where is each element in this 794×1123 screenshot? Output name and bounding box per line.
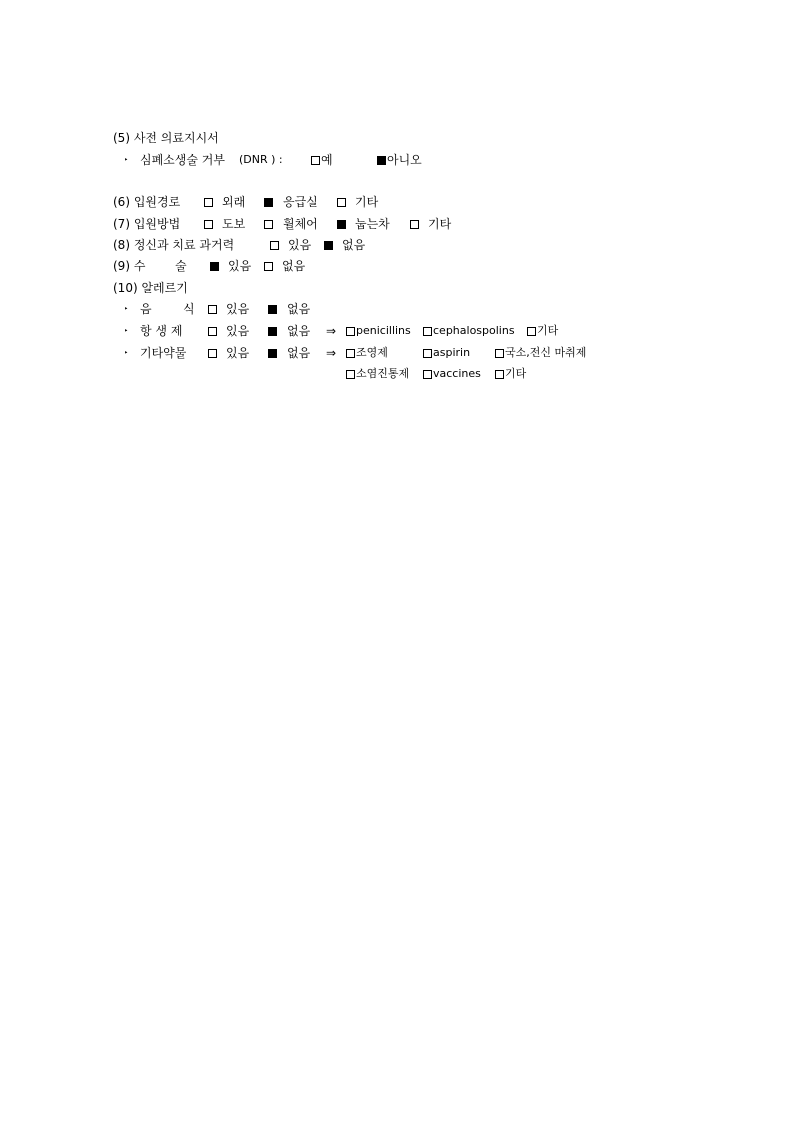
dnr-label: 심폐소생술 거부 <box>140 153 225 167</box>
s7-stretcher-checkbox[interactable] <box>337 220 346 229</box>
penicillins-checkbox[interactable] <box>346 327 355 336</box>
section-9-label-2: 술 <box>175 259 187 273</box>
s6-outpatient-label: 외래 <box>222 195 246 209</box>
dnr-no-label: 아니오 <box>387 153 422 167</box>
food-no-label: 없음 <box>287 302 311 316</box>
antibiotic-other-label: 기타 <box>537 324 559 337</box>
s7-wheelchair-label: 휠체어 <box>283 217 318 231</box>
food-no-checkbox[interactable] <box>268 305 277 314</box>
section-8-label: (8) 정신과 치료 과거력 <box>113 238 235 252</box>
food-yes-checkbox[interactable] <box>208 305 217 314</box>
dnr-suffix: (DNR ) : <box>239 153 283 166</box>
s6-other-label: 기타 <box>355 195 379 209</box>
anesthetic-label: 국소,전신 마취제 <box>505 346 587 359</box>
s7-walk-label: 도보 <box>222 217 246 231</box>
penicillins-label: penicillins <box>356 324 411 337</box>
s7-wheelchair-checkbox[interactable] <box>264 220 273 229</box>
s9-yes-label: 있음 <box>228 259 252 273</box>
cephalospolins-checkbox[interactable] <box>423 327 432 336</box>
vaccines-label: vaccines <box>433 367 481 380</box>
antibiotic-yes-checkbox[interactable] <box>208 327 217 336</box>
s9-yes-checkbox[interactable] <box>210 262 219 271</box>
bullet-icon: ‣ <box>124 349 129 357</box>
antibiotic-no-checkbox[interactable] <box>268 327 277 336</box>
antibiotic-label: 항 생 제 <box>140 324 183 338</box>
s9-no-checkbox[interactable] <box>264 262 273 271</box>
s7-walk-checkbox[interactable] <box>204 220 213 229</box>
s7-stretcher-label: 눕는차 <box>355 217 390 231</box>
s8-yes-checkbox[interactable] <box>270 241 279 250</box>
arrow-icon: ⇒ <box>326 324 337 338</box>
anesthetic-checkbox[interactable] <box>495 349 504 358</box>
other-drug-yes-label: 있음 <box>226 346 250 360</box>
vaccines-checkbox[interactable] <box>423 370 432 379</box>
dnr-yes-checkbox[interactable] <box>311 156 320 165</box>
s7-other-checkbox[interactable] <box>410 220 419 229</box>
food-yes-label: 있음 <box>226 302 250 316</box>
bullet-icon: ‣ <box>124 305 129 313</box>
cephalospolins-label: cephalospolins <box>433 324 515 337</box>
nsaid-checkbox[interactable] <box>346 370 355 379</box>
s6-emergency-label: 응급실 <box>283 195 318 209</box>
dnr-yes-label: 예 <box>321 153 333 167</box>
section-6-label: (6) 입원경로 <box>113 195 181 209</box>
aspirin-label: aspirin <box>433 346 471 359</box>
section-10-label: (10) 알레르기 <box>113 281 188 295</box>
dnr-no-checkbox[interactable] <box>377 156 386 165</box>
bullet-icon: ‣ <box>124 327 129 335</box>
section-9-label: (9) 수 <box>113 259 146 273</box>
other-drug-no-checkbox[interactable] <box>268 349 277 358</box>
arrow-icon: ⇒ <box>326 346 337 360</box>
other-drug-other-checkbox[interactable] <box>495 370 504 379</box>
s7-other-label: 기타 <box>428 217 452 231</box>
bullet-icon: ‣ <box>124 156 129 164</box>
s6-emergency-checkbox[interactable] <box>264 198 273 207</box>
food-label-1: 음 <box>140 302 152 316</box>
antibiotic-other-checkbox[interactable] <box>527 327 536 336</box>
s6-other-checkbox[interactable] <box>337 198 346 207</box>
contrast-checkbox[interactable] <box>346 349 355 358</box>
other-drug-no-label: 없음 <box>287 346 311 360</box>
antibiotic-no-label: 없음 <box>287 324 311 338</box>
antibiotic-yes-label: 있음 <box>226 324 250 338</box>
section-7-label: (7) 입원방법 <box>113 217 181 231</box>
s8-yes-label: 있음 <box>288 238 312 252</box>
aspirin-checkbox[interactable] <box>423 349 432 358</box>
nsaid-label: 소염진통제 <box>356 367 410 380</box>
contrast-label: 조영제 <box>356 346 388 359</box>
food-label-2: 식 <box>183 302 195 316</box>
s6-outpatient-checkbox[interactable] <box>204 198 213 207</box>
other-drug-other-label: 기타 <box>505 367 527 380</box>
other-drug-yes-checkbox[interactable] <box>208 349 217 358</box>
s8-no-checkbox[interactable] <box>324 241 333 250</box>
other-drug-label: 기타약물 <box>140 346 187 360</box>
s9-no-label: 없음 <box>282 259 306 273</box>
section-5-title: (5) 사전 의료지시서 <box>113 131 219 145</box>
s8-no-label: 없음 <box>342 238 366 252</box>
